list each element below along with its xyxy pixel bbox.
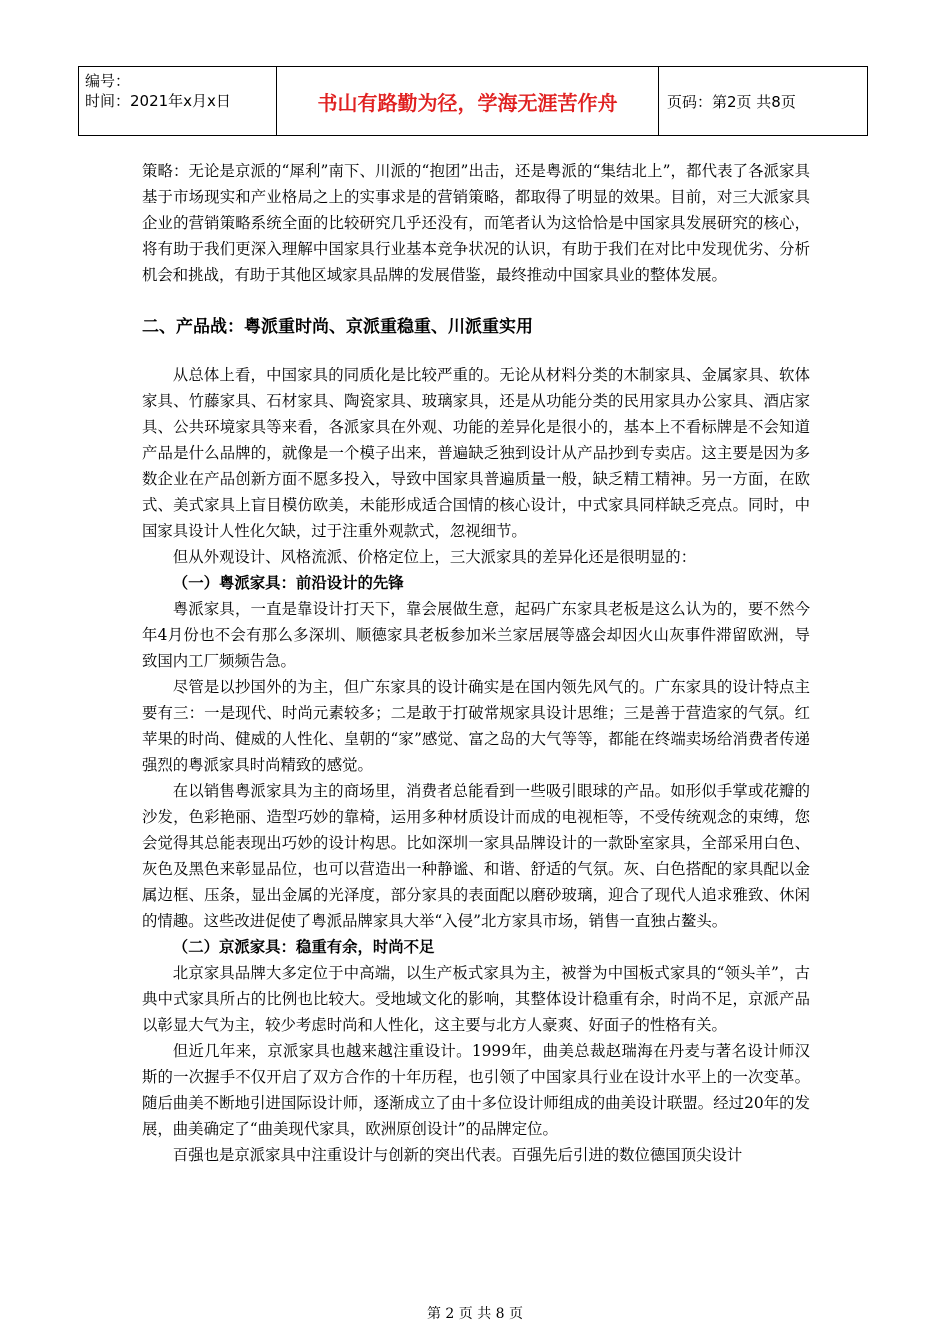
header-meta xyxy=(79,67,277,135)
header-page-number: 页码：第2页 共8页 xyxy=(667,92,796,111)
paragraph-3: 但从外观设计、风格流派、价格定位上，三大派家具的差异化还是很明显的： xyxy=(172,548,697,566)
page-footer: 第 2 页 共 8 页 xyxy=(426,1306,524,1322)
number-label: 编号： xyxy=(85,72,131,90)
paragraph-4: 粤派家具，一直是靠设计打天下，靠会展做生意，起码广东家具老板是这么认为的，要不然今年4月份也不会有那么多深圳、顺德家具老板参加米兰家居展等盛会却因火山灰事件滞留欧洲，导致国内工厂频频告急。 xyxy=(142,600,810,670)
subheading-yue-furniture: （一）粤派家具：前沿设计的先锋 xyxy=(172,574,404,592)
paragraph-1: 策略：无论是京派的“犀利”南下、川派的“抱团”出击，还是粤派的“集结北上”，都代表了各派家具基于市场现实和产业格局之上的实事求是的营销策略，都取得了明显的效果。目前，对三大派家具企业的营销策略系统全面的比较研究几乎还没有，而笔者认为这恰恰是中国家具发展研究的核心，将有助于我们更深入理解中国家具行业基本竞争状况的认识，有助于我们在对比中发现优劣、分析机会和挑战，有助于其他区域家具品牌的发展借鉴，最终推动中国家具业的整体发展。 xyxy=(142,162,810,284)
paragraph-9: 百强也是京派家具中注重设计与创新的突出代表。百强先后引进的数位德国顶尖设计 xyxy=(172,1146,743,1164)
page-header xyxy=(78,66,868,136)
header-motto: 书山有路勤为径，学海无涯苦作舟 xyxy=(277,67,659,135)
document-body xyxy=(142,158,810,1168)
paragraph-6: 在以销售粤派家具为主的商场里，消费者总能看到一些吸引眼球的产品。如形似手掌或花瓣的沙发，色彩艳丽、造型巧妙的靠椅，运用多种材质设计而成的电视柜等，不受传统观念的束缚，您会觉得其总能表现出巧妙的设计构思。比如深圳一家具品牌设计的一款卧室家具，全部采用白色、灰色及黑色来彰显品位，也可以营造出一种静谧、和谐、舒适的气氛。灰、白色搭配的家具配以金属边框、压条，显出金属的光泽度，部分家具的表面配以磨砂玻璃，迎合了现代人追求雅致、休闲的情趣。这些改进促使了粤派品牌家具大举“入侵”北方家具市场，销售一直独占鳌头。 xyxy=(142,782,810,930)
paragraph-2: 从总体上看，中国家具的同质化是比较严重的。无论从材料分类的木制家具、金属家具、软体家具、竹藤家具、石材家具、陶瓷家具、玻璃家具，还是从功能分类的民用家具办公家具、酒店家具、公共环境家具等来看，各派家具在外观、功能的差异化是很小的，基本上不看标牌是不会知道产品是什么品牌的，就像是一个模子出来，普遍缺乏独到设计从产品抄到专卖店。这主要是因为多数企业在产品创新方面不愿多投入，导致中国家具普遍质量一般，缺乏精工精神。另一方面，在欧式、美式家具上盲目模仿欧美，未能形成适合国情的核心设计，中式家具同样缺乏亮点。同时，中国家具设计人性化欠缺，过于注重外观款式，忽视细节。 xyxy=(142,366,810,540)
paragraph-5: 尽管是以抄国外的为主，但广东家具的设计确实是在国内领先风气的。广东家具的设计特点主要有三：一是现代、时尚元素较多；二是敢于打破常规家具设计思维；三是善于营造家的气氛。红苹果的时尚、健威的人性化、皇朝的“家”感觉、富之岛的大气等等，都能在终端卖场给消费者传递强烈的粤派家具时尚精致的感觉。 xyxy=(142,678,810,774)
time-label: 时间：2021年x月x日 xyxy=(85,92,231,110)
section-heading-2: 二、产品战：粤派重时尚、京派重稳重、川派重实用 xyxy=(142,317,533,337)
paragraph-8: 但近几年来，京派家具也越来越注重设计。1999年，曲美总裁赵瑞海在丹麦与著名设计师汉斯的一次握手不仅开启了双方合作的十年历程，也引领了中国家具行业在设计水平上的一次变革。随后曲美不断地引进国际设计师，逐渐成立了由十多位设计师组成的曲美设计联盟。经过20年的发展，曲美确定了“曲美现代家具，欧洲原创设计”的品牌定位。 xyxy=(142,1042,810,1138)
paragraph-7: 北京家具品牌大多定位于中高端，以生产板式家具为主，被誉为中国板式家具的“领头羊”，古典中式家具所占的比例也比较大。受地域文化的影响，其整体设计稳重有余，时尚不足，京派产品以彰显大气为主，较少考虑时尚和人性化，这主要与北方人豪爽、好面子的性格有关。 xyxy=(142,964,810,1034)
subheading-jing-furniture: （二）京派家具：稳重有余，时尚不足 xyxy=(172,938,435,956)
